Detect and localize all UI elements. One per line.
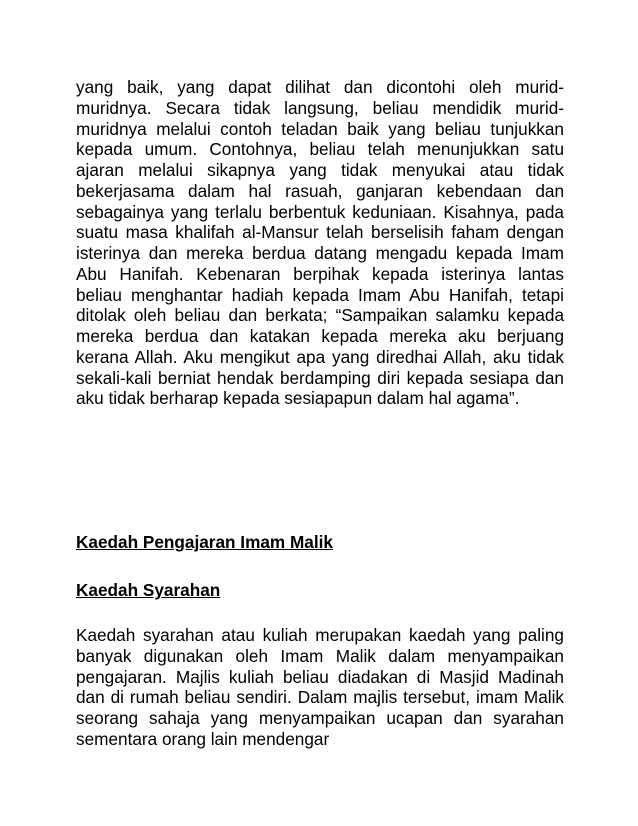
body-paragraph-abu-hanifah: yang baik, yang dapat dilihat dan dicontohi oleh murid-muridnya. Secara tidak langsung, beliau mendidik murid-muridnya melalui contoh teladan baik yang beliau tunjukkan kepada umum. Contohnya, beliau telah menunjukkan satu ajaran melalui sikapnya yang tidak menyukai atau tidak bekerjasama dalam hal rasuah, ganjaran kebendaan dan sebagainya yang terlalu berbentuk keduniaan. Kisahnya, pada suatu masa khalifah al-Mansur telah berselisih faham dengan isterinya dan mereka berdua datang mengadu kepada Imam Abu Hanifah. Kebenaran berpihak kepada isterinya lantas beliau menghantar hadiah kepada Imam Abu Hanifah, tetapi ditolak oleh beliau dan berkata; “Sampaikan salamku kepada mereka berdua dan katakan kepada mereka aku berjuang kerana Allah. Aku mengikut apa yang diredhai Allah, aku tidak sekali-kali berniat hendak berdamping diri kepada sesiapa dan aku tidak berharap kepada sesiapapun dalam hal agama”.	[76, 77, 564, 409]
section-heading: Kaedah Pengajaran Imam Malik	[76, 532, 333, 552]
body-paragraph-syarahan: Kaedah syarahan atau kuliah merupakan kaedah yang paling banyak digunakan oleh Imam Malik dalam menyampaikan pengajaran. Majlis kuliah beliau diadakan di Masjid Madinah dan di rumah beliau sendiri. Dalam majlis tersebut, imam Malik seorang sahaja yang menyampaikan ucapan dan syarahan sementara orang lain mendengar	[76, 625, 564, 749]
subsection-heading: Kaedah Syarahan	[76, 580, 221, 600]
